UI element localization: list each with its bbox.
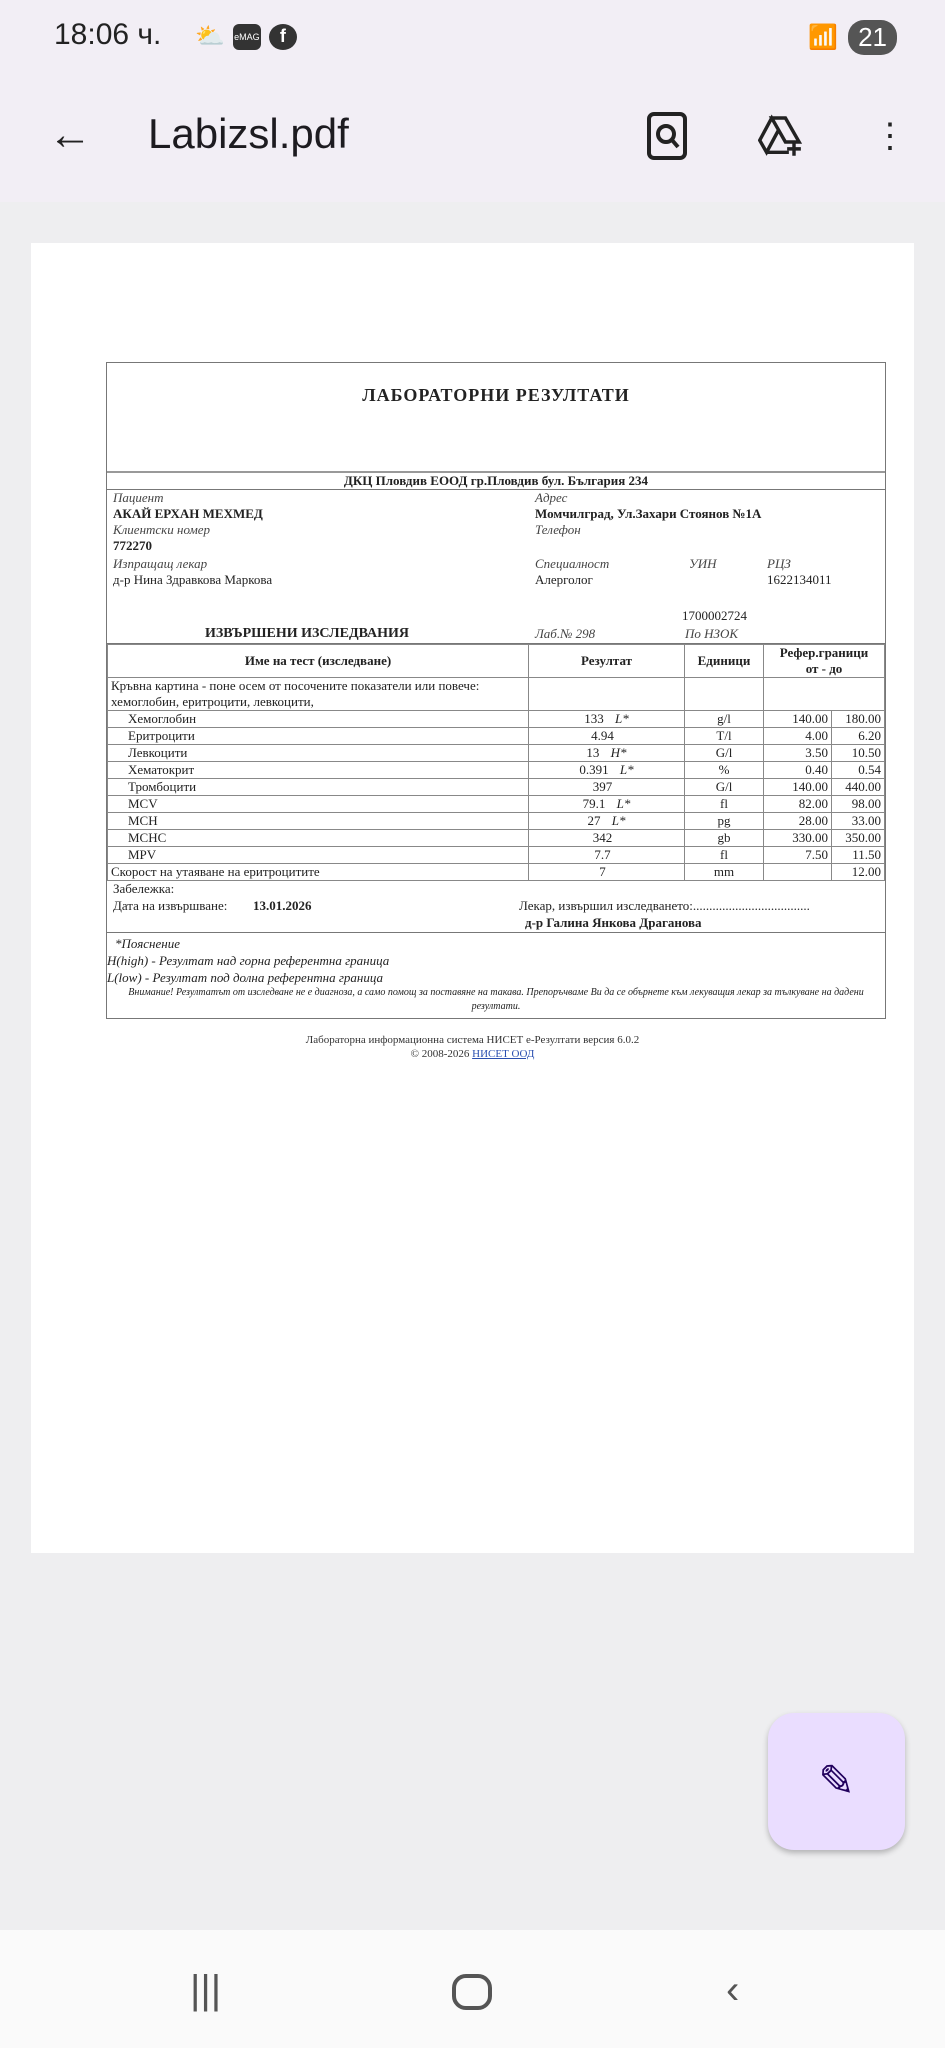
test-name: Хематокрит — [108, 762, 529, 779]
ref-from: 7.50 — [764, 847, 832, 864]
remark-label: Забележка: — [113, 881, 175, 896]
remark-section — [107, 881, 885, 933]
test-result: 342 — [529, 830, 685, 847]
test-result: 13 H* — [529, 745, 685, 762]
ref-to: 98.00 — [832, 796, 885, 813]
explanation — [107, 933, 885, 1018]
test-name: MCHC — [108, 830, 529, 847]
col-ref: Рефер.граници от - до — [764, 645, 885, 678]
drive-add-icon — [758, 111, 806, 161]
navigation-bar — [0, 1930, 945, 2048]
referring-doctor: д-р Нина Здравкова Маркова — [113, 572, 273, 587]
rcz-label: РЦЗ — [767, 556, 791, 571]
date: 13.01.2026 — [253, 898, 312, 913]
test-name: Тромбоцити — [108, 779, 529, 796]
test-result: 133 L* — [529, 711, 685, 728]
patient-name: АКАЙ ЕРХАН МЕХМЕД — [113, 506, 263, 521]
test-name: Скорост на утаяване на еритроцитите — [108, 864, 529, 881]
specialty-label: Специалност — [535, 556, 610, 571]
test-unit: gb — [685, 830, 764, 847]
test-result: 4.94 — [529, 728, 685, 745]
ref-from: 28.00 — [764, 813, 832, 830]
ref-from: 330.00 — [764, 830, 832, 847]
ref-from: 3.50 — [764, 745, 832, 762]
weather-icon: ⛅ — [195, 23, 225, 50]
phone-label: Телефон — [535, 522, 581, 537]
test-result: 7.7 — [529, 847, 685, 864]
flag: L* — [611, 813, 626, 828]
performer: д-р Галина Янкова Драганова — [525, 915, 702, 930]
ref-to: 12.00 — [832, 864, 885, 881]
ref-to: 10.50 — [832, 745, 885, 762]
nav-back-button[interactable]: ‹ — [726, 1968, 740, 2012]
client-number: 772270 — [113, 538, 152, 553]
emag-icon: eMAG — [233, 24, 261, 50]
test-unit: mm — [685, 864, 764, 881]
report-title: ЛАБОРАТОРНИ РЕЗУЛТАТИ — [107, 363, 885, 473]
performer-label: Лекар, извършил изследването:.................................... — [519, 898, 810, 913]
uin-label: УИН — [689, 556, 717, 571]
ref-from: 0.40 — [764, 762, 832, 779]
battery-indicator: 21 — [848, 20, 897, 55]
specialty: Алерголог — [535, 572, 593, 587]
table-row — [108, 864, 885, 881]
expl-title: *Пояснение — [115, 936, 180, 951]
test-unit: % — [685, 762, 764, 779]
home-button[interactable] — [452, 1974, 492, 2010]
test-result: 27 L* — [529, 813, 685, 830]
uin: 1700002724 — [682, 608, 747, 623]
wifi-icon: 📶 — [808, 24, 839, 51]
test-name: MCH — [108, 813, 529, 830]
annotate-button[interactable] — [768, 1713, 905, 1850]
clock: 18:06 ч. — [54, 18, 162, 51]
test-result: 79.1 L* — [529, 796, 685, 813]
ref-from: 82.00 — [764, 796, 832, 813]
test-name: Хемоглобин — [108, 711, 529, 728]
col-name: Име на тест (изследване) — [108, 645, 529, 678]
test-unit: g/l — [685, 711, 764, 728]
test-unit: T/l — [685, 728, 764, 745]
flag: L* — [616, 796, 631, 811]
expl-high: H(high) - Резултат над горна референтна граница — [107, 953, 390, 968]
organization: ДКЦ Пловдив ЕООД гр.Пловдив бул. България 234 — [107, 473, 885, 490]
table-row — [108, 762, 885, 779]
facebook-icon: f — [269, 24, 297, 50]
table-row — [108, 728, 885, 745]
table-row — [108, 847, 885, 864]
niset-link[interactable]: НИСЕТ ООД — [472, 1048, 535, 1060]
search-document-button[interactable] — [643, 108, 691, 164]
table-row — [108, 779, 885, 796]
table-row — [108, 796, 885, 813]
address: Момчилград, Ул.Захари Стоянов №1А — [535, 506, 762, 521]
ref-to: 11.50 — [832, 847, 885, 864]
back-button[interactable]: ← — [48, 110, 92, 159]
more-options-button[interactable] — [866, 108, 914, 164]
col-result: Резултат — [529, 645, 685, 678]
flag: H* — [610, 745, 627, 760]
patient-info — [107, 490, 885, 644]
footer-copyright: © 2008-2026 — [410, 1048, 473, 1060]
address-label: Адрес — [535, 490, 568, 505]
add-to-drive-button[interactable] — [758, 108, 806, 164]
ref-from — [764, 864, 832, 881]
ref-to: 6.20 — [832, 728, 885, 745]
pen-icon: ✎ — [818, 1757, 855, 1806]
date-label: Дата на извършване: — [113, 898, 228, 913]
ref-to: 440.00 — [832, 779, 885, 796]
test-name: MCV — [108, 796, 529, 813]
footer — [31, 1033, 914, 1061]
rcz: 1622134011 — [767, 572, 832, 587]
test-name: MPV — [108, 847, 529, 864]
table-row — [108, 745, 885, 762]
warning: Внимание! Резултатът от изследване не е диагноза, а само помощ за поставяне на такава. Препоръчваме Ви да се обърнете към лекуващия лекар за тълкуване на дадени резултати. — [128, 987, 864, 1012]
test-name: Левкоцити — [108, 745, 529, 762]
table-row — [108, 830, 885, 847]
results-table — [107, 644, 885, 881]
app-bar — [0, 72, 945, 202]
pdf-page — [31, 243, 914, 1553]
test-result: 7 — [529, 864, 685, 881]
flag: L* — [619, 762, 634, 777]
recent-apps-button[interactable]: ||| — [190, 1968, 222, 2012]
ref-to: 350.00 — [832, 830, 885, 847]
nzok: По НЗОК — [685, 626, 738, 641]
lab-report — [106, 362, 886, 1019]
test-unit: fl — [685, 796, 764, 813]
test-unit: fl — [685, 847, 764, 864]
col-units: Единици — [685, 645, 764, 678]
test-result: 397 — [529, 779, 685, 796]
status-bar — [0, 0, 945, 72]
table-row — [108, 813, 885, 830]
client-label: Клиентски номер — [113, 522, 211, 537]
group-label: Кръвна картина - поне осем от посочените показатели или повече: хемоглобин, еритроцити, левкоцити, — [108, 678, 529, 711]
patient-label: Пациент — [113, 490, 164, 505]
test-unit: pg — [685, 813, 764, 830]
ref-to: 0.54 — [832, 762, 885, 779]
lab-number: Лаб.№ 298 — [535, 626, 596, 641]
search-doc-icon — [646, 111, 688, 161]
test-name: Еритроцити — [108, 728, 529, 745]
doctor-label: Изпращащ лекар — [113, 556, 208, 571]
table-row — [108, 711, 885, 728]
test-unit: G/l — [685, 779, 764, 796]
ref-from: 4.00 — [764, 728, 832, 745]
test-unit: G/l — [685, 745, 764, 762]
document-title: Labizsl.pdf — [148, 110, 349, 157]
expl-low: L(low) - Резултат под долна референтна граница — [107, 970, 384, 985]
ref-from: 140.00 — [764, 779, 832, 796]
flag: L* — [615, 711, 629, 726]
test-result: 0.391 L* — [529, 762, 685, 779]
ref-from: 140.00 — [764, 711, 832, 728]
done-label: ИЗВЪРШЕНИ ИЗСЛЕДВАНИЯ — [205, 626, 410, 641]
footer-system: Лабораторна информационна система НИСЕТ е-Резултати версия 6.0.2 — [305, 1034, 640, 1046]
ref-to: 33.00 — [832, 813, 885, 830]
ref-to: 180.00 — [832, 711, 885, 728]
more-vert-icon: ⋮ — [873, 117, 907, 155]
